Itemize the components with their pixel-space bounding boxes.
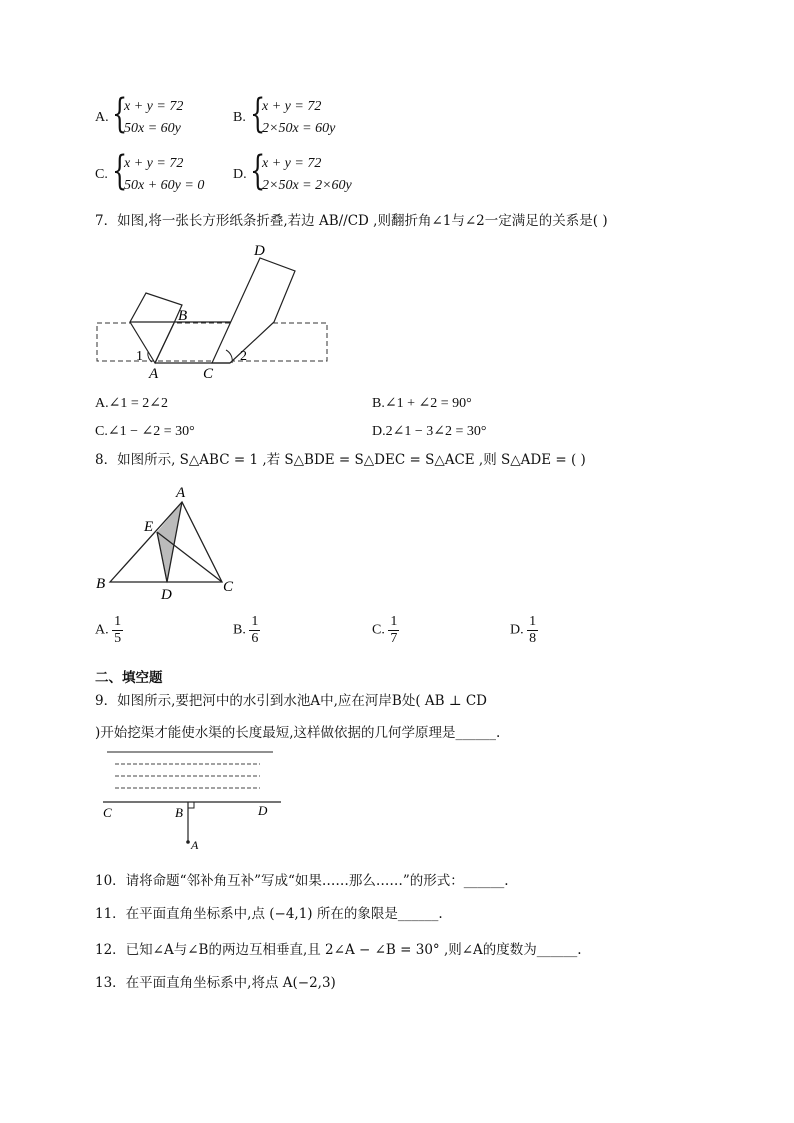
q6-c-eq1: x + y = 72: [124, 156, 184, 171]
q6-option-c-label: C.: [95, 167, 108, 182]
q7-option-d: [372, 423, 486, 440]
q7-option-b: [372, 395, 472, 412]
q6-d-eq1: x + y = 72: [262, 156, 322, 171]
brace-icon: {: [112, 148, 128, 194]
q9-line2: )开始挖渠才能使水渠的长度最短,这样做依据的几何学原理是______.: [95, 725, 501, 741]
q9-label-a: A: [191, 838, 199, 852]
q6-d-eq2: 2×50x = 2×60y: [262, 178, 352, 193]
q9-label-d: D: [258, 803, 268, 818]
q6-option-b-label: B.: [233, 110, 246, 125]
q9-line1: 9．如图所示,要把河中的水引到水池A中,应在河岸B处( AB ⊥ CD: [95, 693, 488, 709]
q7-option-a: [95, 395, 168, 412]
q6-option-d-label: D.: [233, 167, 247, 182]
q6-c-eq2: 50x + 60y = 0: [124, 178, 205, 193]
option-text: ∠1 − ∠2 = 30°: [107, 424, 195, 439]
q7-option-c: [95, 423, 195, 440]
fraction: $\frac{1}{7}$: [390, 614, 398, 646]
fraction: $\frac{1}{8}$: [529, 614, 537, 646]
q11-text: 11．在平面直角坐标系中,点 (−4,1) 所在的象限是______.: [95, 906, 443, 922]
q7-label-d: D: [254, 243, 265, 259]
option-label: D.: [510, 622, 524, 638]
q6-b-eq1: x + y = 72: [262, 99, 322, 114]
section-heading: 二、填空题: [95, 670, 163, 686]
q7-angle-1: 1: [136, 349, 143, 364]
option-label: A.: [95, 396, 109, 411]
q9-label-b: B: [175, 805, 183, 820]
option-label: A.: [95, 622, 109, 638]
q8-option-a: [95, 614, 123, 647]
brace-icon: {: [250, 91, 266, 137]
q8-label-b: B: [96, 576, 106, 592]
brace-icon: {: [250, 148, 266, 194]
right-fold: [212, 258, 295, 363]
q6-a-eq2: 50x = 60y: [124, 121, 181, 136]
option-text: ∠1 + ∠2 = 90°: [384, 396, 472, 411]
q8-label-c: C: [223, 579, 234, 595]
q8-stem: 8．如图所示, S△ABC = 1 ,若 S△BDE = S△DEC = S△ACE ,则 S△ADE = ( ): [95, 452, 586, 468]
q6-b-eq2: 2×50x = 60y: [262, 121, 336, 136]
q8-option-b: [233, 614, 260, 647]
q7-angle-2: 2: [240, 349, 247, 364]
fraction: $\frac{1}{6}$: [251, 614, 259, 646]
option-label: B.: [233, 622, 246, 638]
q6-option-a-label: A.: [95, 110, 109, 125]
right-angle-icon: [188, 802, 194, 808]
option-text: 2∠1 − 3∠2 = 30°: [385, 424, 487, 439]
q7-stem: 7．如图,将一张长方形纸条折叠,若边 AB//CD ,则翻折角∠1与∠2一定满足的关系是( ): [95, 213, 608, 229]
option-label: B.: [372, 396, 385, 411]
q7-figure: [90, 238, 340, 383]
option-label: C.: [95, 424, 108, 439]
fraction: $\frac{1}{5}$: [114, 614, 122, 646]
pool-point-icon: [186, 840, 190, 844]
q10-text: 10．请将命题“邻补角互补”写成“如果……那么……”的形式：______.: [95, 873, 509, 889]
q8-figure: [90, 480, 250, 605]
q8-label-d: D: [161, 587, 172, 603]
q8-option-d: [510, 614, 538, 647]
q9-figure: [95, 745, 295, 855]
q6-a-eq1: x + y = 72: [124, 99, 184, 114]
option-label: D.: [372, 424, 386, 439]
q8-option-c: [372, 614, 399, 647]
q7-label-b: B: [178, 308, 188, 324]
brace-icon: {: [112, 91, 128, 137]
q12-text: 12．已知∠A与∠B的两边互相垂直,且 2∠A − ∠B = 30° ,则∠A的度数为______.: [95, 942, 582, 958]
q7-label-a: A: [149, 366, 159, 382]
option-label: C.: [372, 622, 385, 638]
option-text: ∠1 = 2∠2: [108, 396, 168, 411]
dashed-strip: [97, 323, 327, 361]
q13-text: 13．在平面直角坐标系中,将点 A(−2,3): [95, 975, 336, 991]
q8-label-a: A: [176, 485, 186, 501]
q7-label-c: C: [203, 366, 214, 382]
q9-label-c: C: [103, 805, 112, 820]
q8-label-e: E: [144, 519, 154, 535]
